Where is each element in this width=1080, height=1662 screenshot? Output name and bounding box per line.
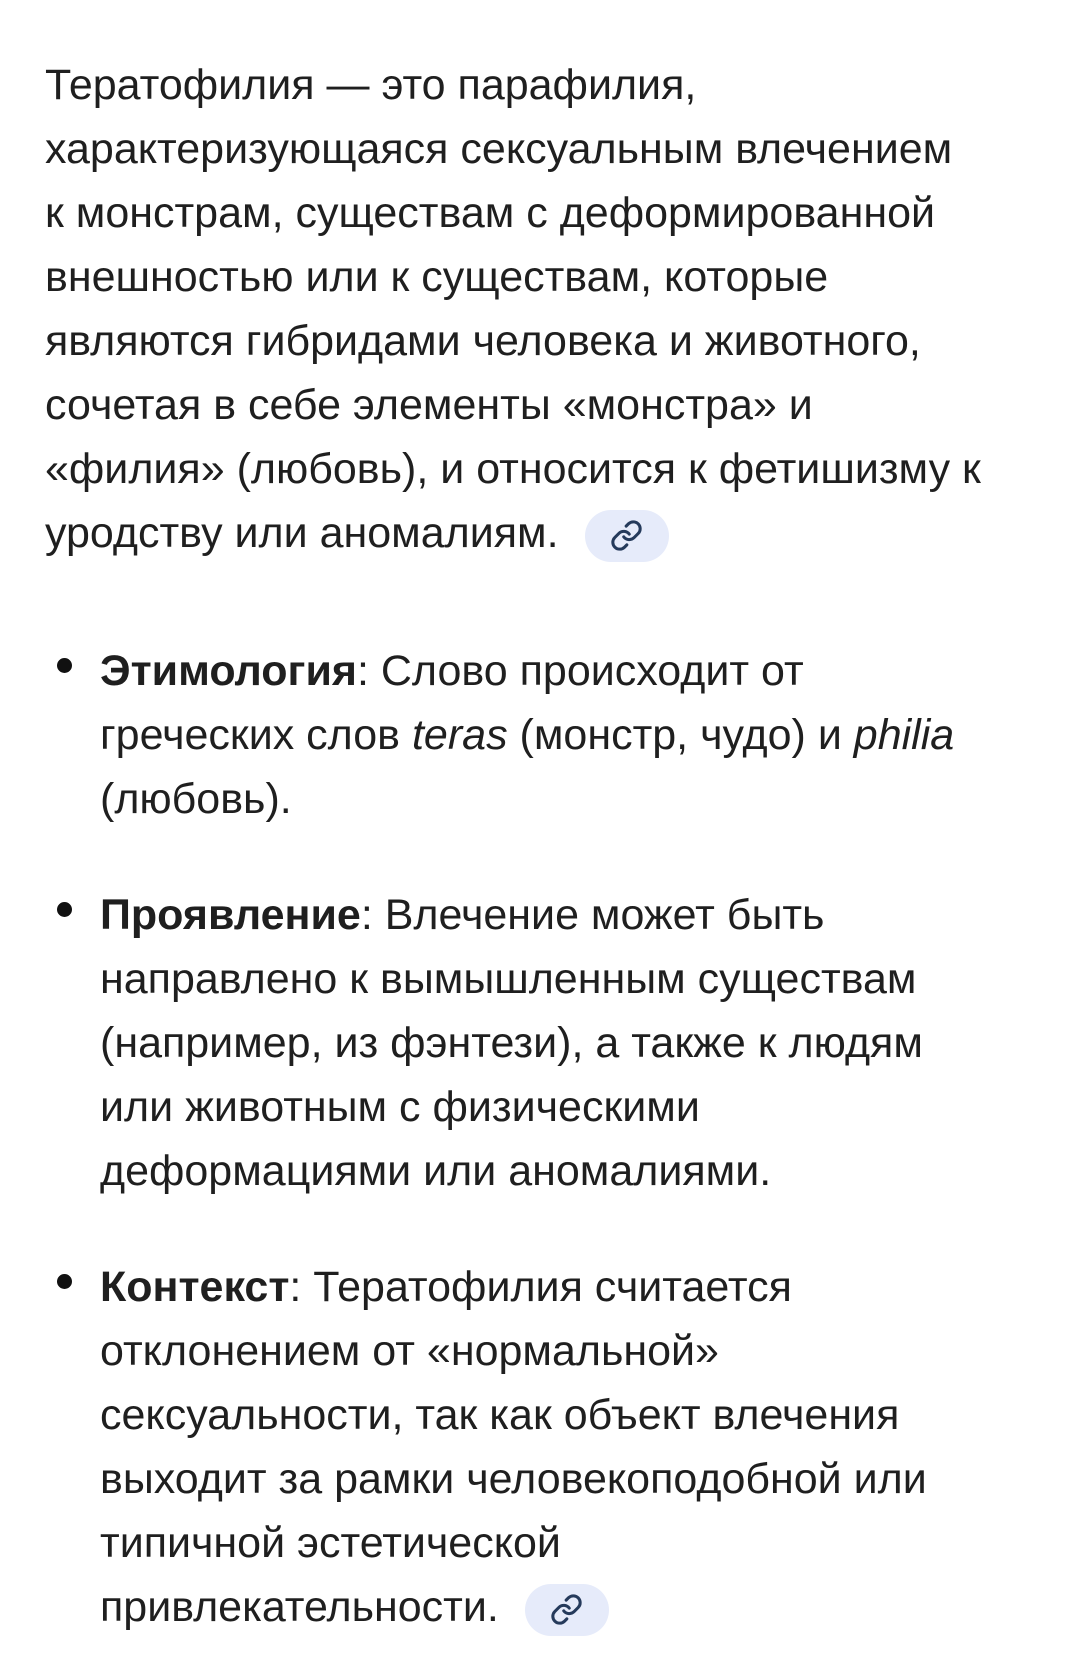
bullet-dot xyxy=(57,902,72,917)
source-link-button[interactable] xyxy=(585,510,669,562)
intro-text: Тератофилия — это парафилия, характеризующаяся сексуальным влечением к монстрам, существам с деформированной внешностью или к существам, которые являются гибридами человека и животного, сочетая в себе элементы «монстра» и «филия» (любовь), и относится к фетишизму к уродству или аномалиям. xyxy=(45,61,981,557)
list-item xyxy=(45,639,1035,831)
list-item-term: Контекст xyxy=(100,1263,290,1311)
bullet-dot xyxy=(57,658,72,673)
list-item-text: : Влечение может быть направлено к вымышленным существам (например, из фэнтези), а также к людям или животным с физическими деформациями или аномалиями. xyxy=(100,891,923,1195)
details-list xyxy=(45,639,1035,1639)
list-item xyxy=(45,1255,1035,1639)
link-icon xyxy=(610,519,643,552)
intro-paragraph xyxy=(45,53,1035,565)
list-item xyxy=(45,883,1035,1203)
link-icon xyxy=(550,1593,583,1626)
bullet-dot xyxy=(57,1274,72,1289)
source-link-button[interactable] xyxy=(525,1584,609,1636)
list-item-term: Проявление xyxy=(100,891,361,939)
list-item-term: Этимология xyxy=(100,647,357,695)
list-item-text: : Слово происходит от греческих слов teras (монстр, чудо) и philia (любовь). xyxy=(100,647,955,823)
list-item-text: : Тератофилия считается отклонением от «нормальной» сексуальности, так как объект влечения выходит за рамки человекоподобной или типичной эстетической привлекательности. xyxy=(100,1263,927,1631)
